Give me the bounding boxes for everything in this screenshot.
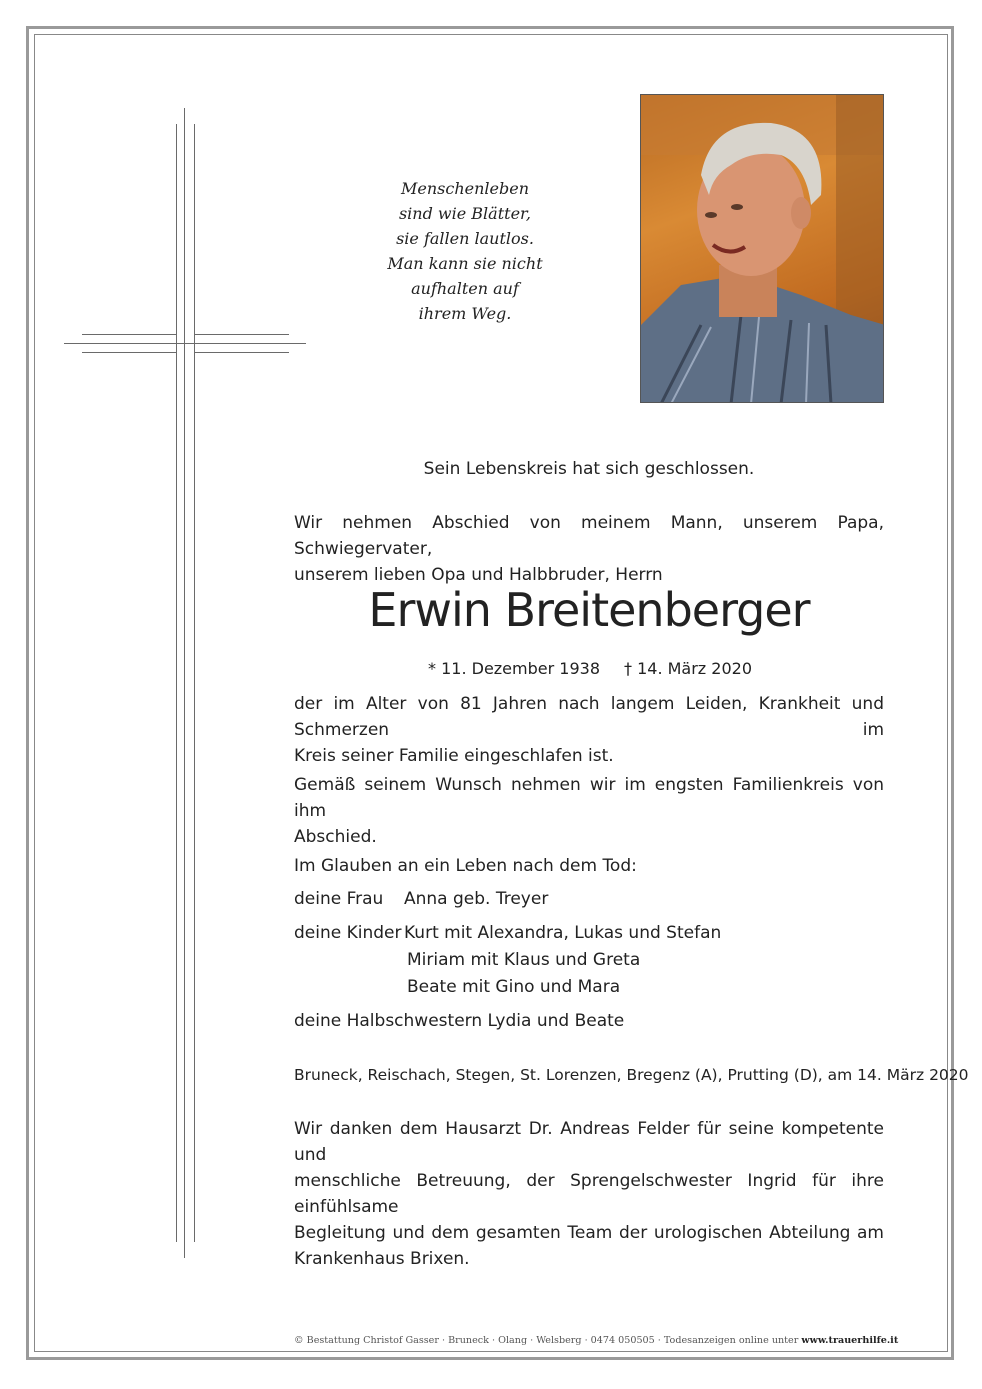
child-entry: Miriam mit Klaus und Greta (407, 950, 641, 970)
wish-paragraph (294, 772, 884, 850)
thanks-line: Krankenhaus Brixen. (294, 1249, 470, 1269)
thanks-line: menschliche Betreuung, der Sprengelschwester Ingrid für ihre einfühlsame (294, 1171, 884, 1217)
children-label: deine Kinder (294, 923, 402, 943)
farewell-text (294, 510, 884, 588)
poem-line: sie fallen lautlos. (396, 229, 534, 248)
footer-link[interactable]: www.trauerhilfe.it (801, 1335, 899, 1346)
footer (294, 1335, 899, 1346)
poem-line: ihrem Weg. (418, 304, 512, 323)
wife-name: Anna geb. Treyer (404, 889, 549, 909)
poem-line: aufhalten auf (411, 279, 519, 298)
intro-text: Sein Lebenskreis hat sich geschlossen. (423, 459, 755, 479)
thanks-line: Wir danken dem Hausarzt Dr. Andreas Felder für seine kompetente und (294, 1119, 884, 1165)
farewell-line: Wir nehmen Abschied von meinem Mann, unserem Papa, Schwiegervater, (294, 513, 884, 559)
thanks-line: Begleitung und dem gesamten Team der urologischen Abteilung am (294, 1223, 884, 1243)
footer-text: © Bestattung Christof Gasser · Bruneck · Olang · Welsberg · 0474 050505 · Todesanzeigen online unter (294, 1335, 802, 1346)
wish-line: Gemäß seinem Wunsch nehmen wir im engsten Familienkreis von ihm (294, 775, 884, 821)
wish-line: Abschied. (294, 827, 377, 847)
age-line: der im Alter von 81 Jahren nach langem Leiden, Krankheit und Schmerzen im (294, 694, 884, 740)
poem (340, 176, 590, 326)
poem-line: sind wie Blätter, (398, 204, 532, 223)
birth-date: * 11. Dezember 1938 (428, 659, 600, 678)
poem-line: Man kann sie nicht (387, 254, 543, 273)
faith-text: Im Glauben an ein Leben nach dem Tod: (294, 856, 637, 876)
places-date: Bruneck, Reischach, Stegen, St. Lorenzen, Bregenz (A), Prutting (D), am 14. März 2020 (294, 1066, 969, 1084)
age-paragraph (294, 691, 884, 769)
age-line: Kreis seiner Familie eingeschlafen ist. (294, 746, 614, 766)
wife-label: deine Frau (294, 889, 384, 909)
thanks-paragraph (294, 1116, 884, 1272)
poem-line: Menschenleben (400, 179, 529, 198)
half-sisters: deine Halbschwestern Lydia und Beate (294, 1011, 625, 1031)
death-date: † 14. März 2020 (624, 659, 753, 678)
portrait-photo (640, 94, 884, 403)
child-entry: Kurt mit Alexandra, Lukas und Stefan (404, 923, 722, 943)
farewell-line: unserem lieben Opa und Halbbruder, Herrn (294, 565, 663, 585)
deceased-name: Erwin Breitenberger (368, 583, 810, 637)
child-entry: Beate mit Gino und Mara (407, 977, 621, 997)
